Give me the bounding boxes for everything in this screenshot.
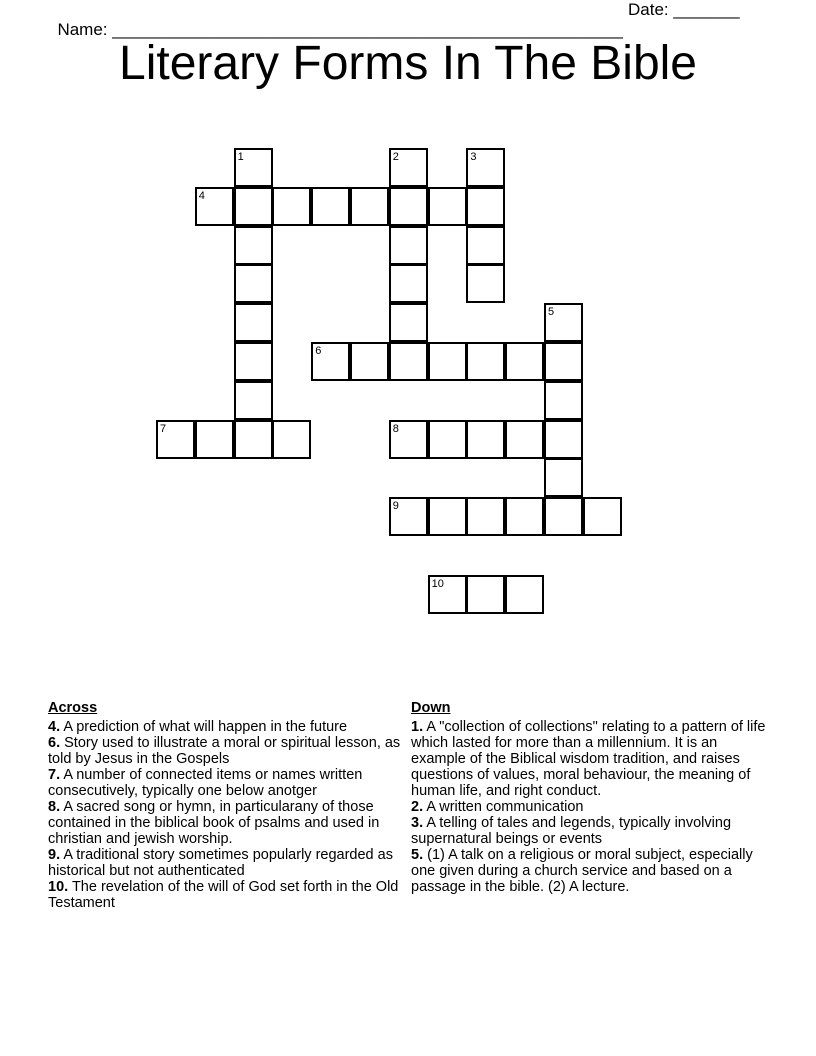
grid-cell[interactable] xyxy=(505,420,544,459)
clue-number-label: 2 xyxy=(392,151,399,163)
across-clues xyxy=(48,700,408,911)
grid-cell[interactable] xyxy=(544,420,583,459)
grid-cell[interactable] xyxy=(389,187,428,226)
grid-cell[interactable] xyxy=(311,187,350,226)
grid-cell[interactable] xyxy=(466,575,505,614)
clue-number: 6. xyxy=(48,735,61,751)
clue-number-label: 5 xyxy=(548,306,555,319)
clue-text: A prediction of what will happen in the future xyxy=(60,719,348,735)
clue-text: A sacred song or hymn, in particularany of those contained in the biblical book of psalms and used in christian and jewish worship. xyxy=(48,799,380,847)
grid-cell[interactable] xyxy=(234,420,273,459)
grid-cell[interactable] xyxy=(544,458,583,497)
clue-number: 3. xyxy=(411,815,424,831)
grid-cell[interactable] xyxy=(544,303,583,342)
clue-text: A traditional story sometimes popularly regarded as historical but not authenticated xyxy=(48,847,393,879)
grid-cell[interactable] xyxy=(234,226,273,265)
clue-number-label: 4 xyxy=(198,189,205,202)
grid-cell[interactable] xyxy=(466,148,505,187)
clue-text: Story used to illustrate a moral or spiritual lesson, as told by Jesus in the Gospels xyxy=(48,735,401,767)
clue-number: 9. xyxy=(48,847,61,863)
clue-number-label: 6 xyxy=(315,345,322,357)
clue-number-label: 1 xyxy=(237,151,244,163)
across-heading: Across xyxy=(48,700,98,716)
grid-cell[interactable] xyxy=(466,342,505,381)
clue-number-label: 8 xyxy=(392,422,399,435)
grid-cell[interactable] xyxy=(389,226,428,265)
grid-cell[interactable] xyxy=(389,497,428,536)
grid-cell[interactable] xyxy=(272,420,311,459)
grid-cell[interactable] xyxy=(428,420,467,459)
clue-number-label: 10 xyxy=(431,577,444,590)
grid-cell[interactable] xyxy=(156,420,195,459)
grid-cell[interactable] xyxy=(195,420,234,459)
grid-cell[interactable] xyxy=(428,187,467,226)
grid-cell[interactable] xyxy=(389,264,428,303)
grid-cell[interactable] xyxy=(428,342,467,381)
down-heading: Down xyxy=(411,700,451,716)
grid-cell[interactable] xyxy=(505,342,544,381)
clue-across-8 xyxy=(48,799,408,847)
grid-cell[interactable] xyxy=(466,264,505,303)
clue-across-7 xyxy=(48,767,408,799)
clue-text: The revelation of the will of God set forth in the Old Testament xyxy=(48,879,399,911)
grid-cell[interactable] xyxy=(466,226,505,265)
clue-text: A written communication xyxy=(423,799,584,815)
grid-cell[interactable] xyxy=(466,187,505,226)
clue-number: 7. xyxy=(48,767,61,783)
clue-down-3 xyxy=(411,815,771,847)
clue-number: 5. xyxy=(411,847,424,863)
grid-cell[interactable] xyxy=(389,303,428,342)
clue-number-label: 3 xyxy=(470,151,477,163)
page-title: Literary Forms In The Bible xyxy=(119,37,697,90)
grid-cell[interactable] xyxy=(544,497,583,536)
down-clues xyxy=(411,700,771,895)
clue-text: A number of connected items or names written consecutively, typically one below anotger xyxy=(48,767,363,799)
grid-cell[interactable] xyxy=(428,497,467,536)
clue-down-1 xyxy=(411,719,771,799)
clue-number-label: 7 xyxy=(160,422,167,435)
clue-number-label: 9 xyxy=(392,500,399,513)
grid-cell[interactable] xyxy=(466,497,505,536)
clue-across-4 xyxy=(48,719,408,735)
grid-cell[interactable] xyxy=(389,148,428,187)
grid-cell[interactable] xyxy=(234,303,273,342)
clue-across-6 xyxy=(48,735,408,767)
clue-across-10 xyxy=(48,879,408,911)
clue-number: 2. xyxy=(411,799,424,815)
grid-cell[interactable] xyxy=(195,187,234,226)
grid-cell[interactable] xyxy=(505,497,544,536)
grid-cell[interactable] xyxy=(505,575,544,614)
grid-cell[interactable] xyxy=(466,420,505,459)
clue-number: 4. xyxy=(48,719,61,735)
grid-cell[interactable] xyxy=(234,264,273,303)
grid-cell[interactable] xyxy=(234,381,273,420)
grid-cell[interactable] xyxy=(583,497,622,536)
grid-cell[interactable] xyxy=(234,148,273,187)
grid-cell[interactable] xyxy=(311,342,350,381)
grid-cell[interactable] xyxy=(272,187,311,226)
grid-cell[interactable] xyxy=(544,342,583,381)
grid-cell[interactable] xyxy=(350,187,389,226)
date-field[interactable]: Date: _______ xyxy=(628,0,740,19)
clue-across-9 xyxy=(48,847,408,879)
clue-down-5 xyxy=(411,847,771,895)
clue-text: (1) A talk on a religious or moral subject, especially one given during a church service and based on a passage in the bible. (2) A lecture. xyxy=(411,847,753,895)
clue-down-2 xyxy=(411,799,771,815)
clue-text: A telling of tales and legends, typically involving supernatural beings or events xyxy=(411,815,732,847)
clue-number: 8. xyxy=(48,799,61,815)
grid-cell[interactable] xyxy=(389,342,428,381)
grid-cell[interactable] xyxy=(234,342,273,381)
grid-cell[interactable] xyxy=(389,420,428,459)
clue-text: A "collection of collections" relating to a pattern of life which lasted for more than a millennium. It is an example of the Biblical wisdom tradition, and raises questions of values, moral behaviour, the meaning of human life, and right conduct. xyxy=(411,719,766,799)
grid-cell[interactable] xyxy=(428,575,467,614)
clue-number: 1. xyxy=(411,719,424,735)
name-field[interactable]: Name: ______________________________________________________ xyxy=(57,20,623,39)
grid-cell[interactable] xyxy=(234,187,273,226)
grid-cell[interactable] xyxy=(544,381,583,420)
clue-number: 10. xyxy=(48,879,69,895)
grid-cell[interactable] xyxy=(350,342,389,381)
